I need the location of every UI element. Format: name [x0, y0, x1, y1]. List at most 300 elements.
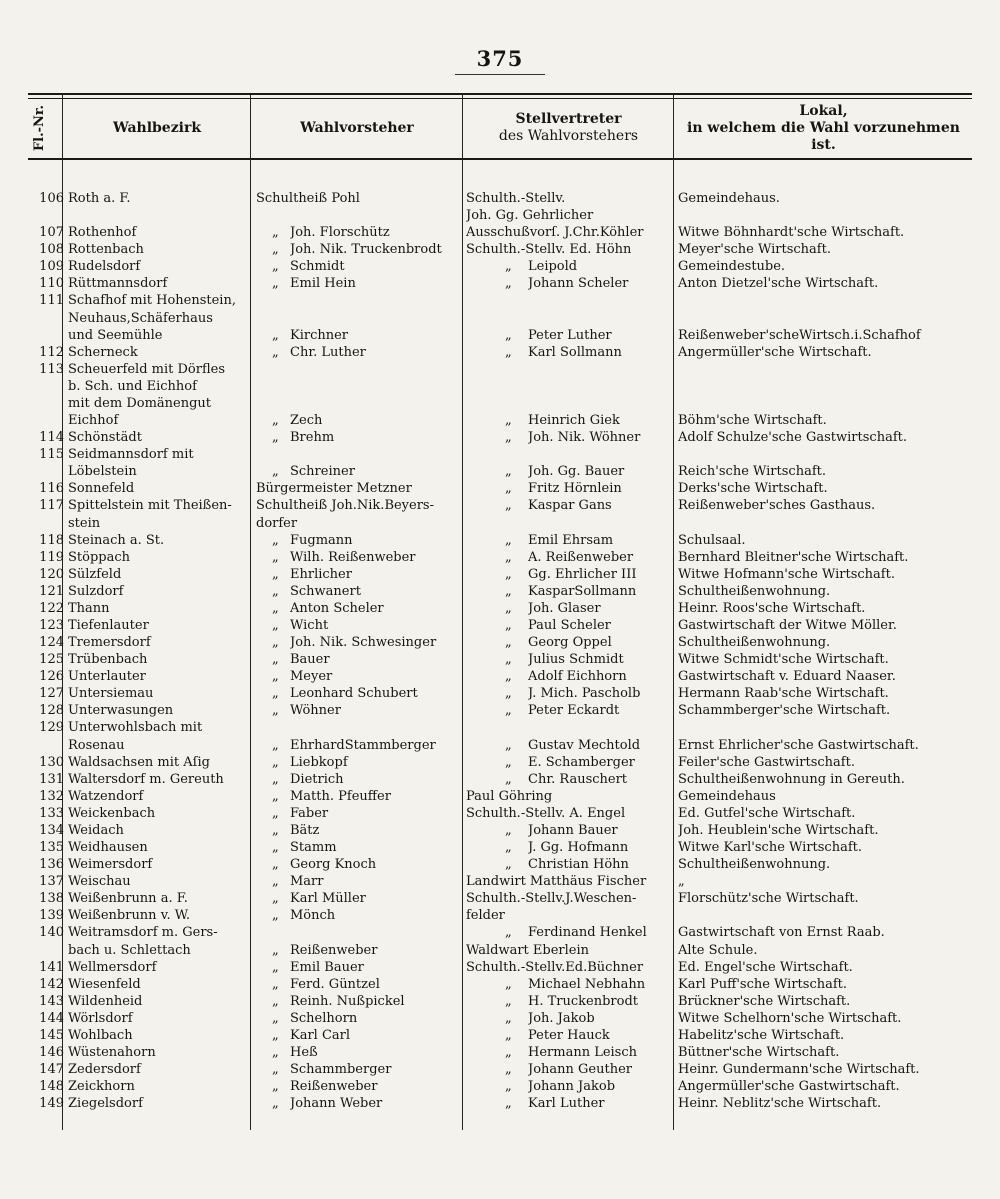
row-nr: 143 — [39, 993, 64, 1009]
row-wahlbezirk: Wildenheid — [68, 993, 143, 1009]
ditto-mark: „ — [505, 840, 512, 856]
row-nr: 144 — [39, 1010, 64, 1026]
row-wahlbezirk: Scherneck — [68, 344, 138, 360]
ditto-mark: „ — [272, 600, 279, 616]
row-lokal: Ed. Gutfel'sche Wirtschaft. — [678, 805, 856, 821]
row-wahlbezirk: Ziegelsdorf — [68, 1096, 143, 1112]
row-wahlvorsteher: Liebkopf — [290, 754, 348, 770]
row-wahlvorsteher: Ferd. Güntzel — [290, 976, 380, 992]
row-stellvertreter: Joh. Glaser — [528, 600, 601, 616]
row-lokal: Witwe Böhnhardt'sche Wirtschaft. — [678, 225, 905, 241]
table-row — [0, 737, 1000, 754]
row-stellvertreter: Peter Luther — [528, 327, 612, 343]
top-rule-thin — [28, 98, 972, 99]
row-wahlbezirk: Eichhof — [68, 413, 119, 429]
table-row — [0, 651, 1000, 668]
row-wahlbezirk: Weißenbrunn a. F. — [68, 891, 188, 907]
row-wahlvorsteher: Georg Knoch — [290, 857, 377, 873]
ditto-mark: „ — [272, 959, 279, 975]
row-stellvertreter: Schulth.-Stellv. — [466, 191, 566, 206]
table-row — [0, 258, 1000, 275]
row-wahlvorsteher: Fugmann — [290, 532, 353, 548]
row-wahlbezirk: Weischau — [68, 874, 131, 890]
row-lokal: Gastwirtschaft von Ernst Raab. — [678, 925, 885, 941]
row-nr: 137 — [39, 874, 64, 890]
header-lokal-line1: Lokal, — [799, 102, 848, 119]
row-wahlvorsteher: Johann Weber — [290, 1096, 383, 1112]
ditto-mark: „ — [272, 771, 279, 787]
table-row — [0, 395, 1000, 412]
row-wahlbezirk: Zedersdorf — [68, 1062, 141, 1078]
table-row — [0, 361, 1000, 378]
row-wahlvorsteher: Bauer — [290, 652, 330, 668]
row-stellvertreter: Joh. Nik. Wöhner — [528, 430, 641, 446]
top-rule — [28, 93, 972, 95]
row-wahlbezirk: Waldsachsen mit Aſig — [68, 754, 210, 770]
ditto-mark: „ — [272, 566, 279, 582]
row-stellvertreter: Joh. Jakob — [528, 1010, 595, 1026]
ditto-mark: „ — [505, 1010, 512, 1026]
ditto-mark: „ — [272, 857, 279, 873]
table-row — [0, 1027, 1000, 1044]
row-wahlvorsteher: Schultheiß Joh.Nik.Beyers- — [256, 498, 435, 514]
ditto-mark: „ — [272, 703, 279, 719]
row-wahlvorsteher: Wilh. Reißenweber — [290, 549, 416, 565]
header-wahlvorsteher-label: Wahlvorsteher — [300, 119, 414, 136]
row-wahlbezirk: Rothenhof — [68, 225, 137, 241]
ditto-mark: „ — [505, 430, 512, 446]
table-row — [0, 583, 1000, 600]
row-wahlvorsteher: Wöhner — [290, 703, 341, 719]
table-row — [0, 685, 1000, 702]
row-nr: 130 — [39, 754, 64, 770]
table-row — [0, 788, 1000, 805]
row-stellvertreter: Paul Scheler — [528, 618, 611, 633]
row-lokal: Schultheißenwohnung in Gereuth. — [678, 771, 905, 787]
table-row — [0, 378, 1000, 395]
row-stellvertreter: Gg. Ehrlicher III — [528, 566, 637, 582]
row-lokal: Witwe Hofmann'sche Wirtschaft. — [678, 566, 895, 582]
row-wahlbezirk: Wörlsdorf — [68, 1010, 133, 1026]
row-stellvertreter: Joh. Gg. Gehrlicher — [466, 208, 594, 224]
row-stellvertreter: H. Truckenbrodt — [528, 993, 638, 1009]
row-stellvertreter: Fritz Hörnlein — [528, 481, 622, 497]
row-stellvertreter: Johann Geuther — [528, 1062, 632, 1078]
ditto-mark: „ — [272, 225, 279, 241]
table-row — [0, 1078, 1000, 1095]
row-nr: 128 — [39, 703, 64, 719]
table-row — [0, 959, 1000, 976]
row-wahlbezirk: Wüstenahorn — [68, 1045, 156, 1060]
table-row — [0, 993, 1000, 1010]
ditto-mark: „ — [272, 430, 279, 446]
row-nr: 148 — [39, 1079, 64, 1095]
ditto-mark: „ — [272, 788, 279, 804]
row-stellvertreter: Landwirt Matthäus Fischer — [466, 874, 647, 890]
row-wahlvorsteher: Wicht — [290, 618, 329, 633]
table-row — [0, 1044, 1000, 1061]
ditto-mark: „ — [505, 532, 512, 548]
ditto-mark: „ — [505, 498, 512, 514]
table-row — [0, 224, 1000, 241]
table-row — [0, 1010, 1000, 1027]
row-stellvertreter: felder — [466, 908, 505, 924]
row-wahlvorsteher: Schwanert — [290, 583, 361, 599]
row-nr: 141 — [39, 959, 64, 975]
row-lokal: Heinr. Gundermann'sche Wirtschaft. — [678, 1062, 920, 1078]
row-stellvertreter: Chr. Rauschert — [528, 771, 628, 787]
row-nr: 109 — [39, 259, 64, 275]
row-nr: 138 — [39, 891, 64, 907]
ditto-mark: „ — [272, 327, 279, 343]
row-nr: 117 — [39, 498, 64, 514]
header-stellvertreter — [464, 100, 673, 156]
row-lokal: Ernst Ehrlicher'sche Gastwirtschaft. — [678, 737, 919, 753]
row-wahlbezirk: Scheuerfeld mit Dörfles — [68, 361, 225, 377]
row-wahlbezirk: Wellmersdorf — [68, 959, 157, 975]
row-nr: 127 — [39, 686, 64, 702]
row-nr: 111 — [39, 293, 64, 309]
table-row — [0, 617, 1000, 634]
row-stellvertreter: Kaspar Gans — [528, 498, 612, 514]
ditto-mark: „ — [272, 413, 279, 429]
ditto-mark: „ — [505, 618, 512, 633]
row-wahlbezirk: Weitramsdorf m. Gers- — [68, 925, 218, 941]
ditto-mark: „ — [272, 583, 279, 599]
row-wahlbezirk: Stöppach — [68, 549, 131, 565]
row-lokal: Reißenweber'scheWirtsch.i.Schafhof — [678, 327, 921, 343]
ditto-mark: „ — [272, 652, 279, 668]
row-lokal: Anton Dietzel'sche Wirtschaft. — [678, 276, 879, 292]
row-wahlbezirk: Schafhof mit Hohenstein, — [68, 293, 236, 309]
ditto-mark: „ — [272, 1062, 279, 1078]
row-nr: 129 — [39, 720, 64, 736]
table-row — [0, 515, 1000, 532]
ditto-mark: „ — [272, 976, 279, 992]
row-nr: 124 — [39, 635, 64, 651]
ditto-mark: „ — [272, 840, 279, 856]
row-wahlvorsteher: Matth. Pfeuffer — [290, 788, 391, 804]
ditto-mark: „ — [272, 1096, 279, 1112]
row-lokal: Schammberger'sche Wirtschaft. — [678, 703, 891, 719]
row-lokal: Angermüller'sche Gastwirtschaft. — [678, 1079, 900, 1095]
row-wahlvorsteher: Bätz — [290, 822, 320, 838]
row-nr: 126 — [39, 669, 64, 685]
row-wahlvorsteher: Schmidt — [290, 259, 345, 275]
ditto-mark: „ — [505, 276, 512, 292]
row-wahlvorsteher: Joh. Nik. Truckenbrodt — [290, 242, 442, 258]
table-row — [0, 549, 1000, 566]
ditto-mark: „ — [272, 1045, 279, 1060]
ditto-mark: „ — [272, 1010, 279, 1026]
row-lokal: Karl Puff'sche Wirtschaft. — [678, 976, 848, 992]
ditto-mark: „ — [505, 925, 512, 941]
row-wahlbezirk: b. Sch. und Eichhof — [68, 378, 197, 394]
row-stellvertreter: Peter Eckardt — [528, 703, 620, 719]
row-wahlbezirk: Zeickhorn — [68, 1079, 135, 1095]
table-row — [0, 634, 1000, 651]
table-row — [0, 241, 1000, 258]
table-row — [0, 275, 1000, 292]
row-stellvertreter: Karl Sollmann — [528, 344, 622, 360]
row-wahlvorsteher: EhrhardStammberger — [290, 737, 436, 753]
table-row — [0, 327, 1000, 344]
row-stellvertreter: Christian Höhn — [528, 857, 629, 873]
row-wahlbezirk: Weickenbach — [68, 805, 156, 821]
row-wahlvorsteher: Emil Hein — [290, 276, 356, 292]
row-wahlbezirk: Spittelstein mit Theißen- — [68, 498, 232, 514]
row-nr: 133 — [39, 805, 64, 821]
row-stellvertreter: A. Reißenweber — [528, 549, 634, 565]
ditto-mark: „ — [272, 635, 279, 651]
row-wahlbezirk: Sülzfeld — [68, 566, 122, 582]
row-wahlvorsteher: Joh. Nik. Schwesinger — [290, 635, 437, 651]
row-stellvertreter: Ferdinand Henkel — [528, 925, 647, 941]
row-wahlvorsteher: Schreiner — [290, 464, 355, 480]
row-nr: 145 — [39, 1027, 64, 1043]
row-lokal: Meyer'sche Wirtschaft. — [678, 242, 831, 258]
row-lokal: Reich'sche Wirtschaft. — [678, 464, 826, 480]
row-nr: 120 — [39, 566, 64, 582]
row-wahlvorsteher: Reißenweber — [290, 942, 378, 958]
row-lokal: Gastwirtschaft v. Eduard Naaser. — [678, 669, 896, 685]
table-row — [0, 1095, 1000, 1112]
row-stellvertreter: Emil Ehrsam — [528, 532, 614, 548]
ditto-mark: „ — [272, 1079, 279, 1095]
row-wahlbezirk: Weißenbrunn v. W. — [68, 908, 190, 924]
header-wahlbezirk-label: Wahlbezirk — [112, 119, 202, 136]
row-lokal: Ed. Engel'sche Wirtschaft. — [678, 959, 853, 975]
row-stellvertreter: Schulth.-Stellv.J.Weschen- — [466, 891, 637, 907]
ditto-mark: „ — [272, 874, 279, 890]
row-stellvertreter: Schulth.-Stellv. Ed. Höhn — [466, 242, 632, 258]
row-wahlbezirk: Rüttmannsdorf — [68, 276, 168, 292]
ditto-mark: „ — [505, 566, 512, 582]
header-rule — [28, 158, 972, 160]
row-wahlbezirk: Unterwohlsbach mit — [68, 720, 203, 736]
table-row — [0, 446, 1000, 463]
row-stellvertreter: Karl Luther — [528, 1096, 605, 1112]
row-wahlbezirk: Trübenbach — [68, 652, 148, 668]
ditto-mark: „ — [505, 1045, 512, 1060]
row-wahlbezirk: Schönstädt — [68, 430, 142, 446]
row-lokal: Witwe Schmidt'sche Wirtschaft. — [678, 652, 889, 668]
row-stellvertreter: Leipold — [528, 259, 578, 275]
header-wahlbezirk — [64, 100, 250, 156]
ditto-mark: „ — [272, 908, 279, 924]
row-nr: 147 — [39, 1062, 64, 1078]
row-lokal: Brückner'sche Wirtschaft. — [678, 993, 851, 1009]
row-wahlbezirk: mit dem Domänengut — [68, 395, 211, 411]
table-row — [0, 873, 1000, 890]
row-nr: 118 — [39, 532, 64, 548]
row-wahlvorsteher: Emil Bauer — [290, 959, 364, 975]
row-wahlbezirk: Tremersdorf — [68, 635, 151, 651]
row-nr: 115 — [39, 447, 64, 463]
ditto-mark: „ — [272, 822, 279, 838]
row-stellvertreter: Paul Göhring — [466, 788, 553, 804]
table-row — [0, 480, 1000, 497]
row-lokal: Reißenweber'sches Gasthaus. — [678, 498, 876, 514]
header-stellvertreter-line1: Stellvertreter — [515, 111, 622, 127]
table-row — [0, 976, 1000, 993]
row-stellvertreter: Gustav Mechtold — [528, 737, 641, 753]
row-lokal: Hermann Raab'sche Wirtschaft. — [678, 686, 889, 702]
row-wahlbezirk: Unterlauter — [68, 669, 146, 685]
ditto-mark: „ — [272, 532, 279, 548]
table-row — [0, 754, 1000, 771]
row-wahlbezirk: stein — [68, 515, 101, 531]
ditto-mark: „ — [505, 600, 512, 616]
row-stellvertreter: J. Mich. Pascholb — [528, 686, 641, 702]
row-wahlbezirk: Weidhausen — [68, 840, 148, 856]
row-nr: 112 — [39, 344, 64, 360]
row-nr: 140 — [39, 925, 64, 941]
row-nr: 135 — [39, 840, 64, 856]
row-wahlbezirk: Weimersdorf — [68, 857, 153, 873]
row-lokal: Florschütz'sche Wirtschaft. — [678, 891, 859, 907]
ditto-mark: „ — [272, 242, 279, 258]
header-nr: Fl.-Nr. — [32, 104, 47, 152]
row-wahlbezirk: Löbelstein — [68, 464, 137, 480]
row-wahlvorsteher: Mönch — [290, 908, 336, 924]
ditto-mark: „ — [272, 259, 279, 275]
row-stellvertreter: Schulth.-Stellv.Ed.Büchner — [466, 959, 644, 975]
row-nr: 110 — [39, 276, 64, 292]
ditto-mark: „ — [505, 1079, 512, 1095]
ditto-mark: „ — [505, 327, 512, 343]
table-row — [0, 566, 1000, 583]
table-row — [0, 292, 1000, 309]
row-nr: 108 — [39, 242, 64, 258]
ditto-mark: „ — [272, 754, 279, 770]
row-stellvertreter: E. Schamberger — [528, 754, 635, 770]
row-wahlvorsteher: Zech — [290, 413, 323, 429]
ditto-mark: „ — [505, 771, 512, 787]
row-wahlvorsteher: Marr — [290, 874, 324, 890]
ditto-mark: „ — [505, 549, 512, 565]
row-wahlvorsteher: Anton Scheler — [290, 600, 384, 616]
ditto-mark: „ — [505, 703, 512, 719]
ditto-mark: „ — [272, 549, 279, 565]
ditto-mark: „ — [272, 993, 279, 1009]
table-row — [0, 822, 1000, 839]
table-row — [0, 890, 1000, 907]
row-stellvertreter: Waldwart Eberlein — [466, 942, 590, 958]
table-row — [0, 429, 1000, 446]
page-number-rule — [455, 74, 545, 75]
row-nr: 107 — [39, 225, 64, 241]
table-row — [0, 771, 1000, 788]
table-row — [0, 668, 1000, 685]
row-wahlbezirk: Steinach a. St. — [68, 532, 165, 548]
ditto-mark: „ — [505, 481, 512, 497]
ditto-mark: „ — [505, 652, 512, 668]
ditto-mark: „ — [505, 1062, 512, 1078]
row-wahlvorsteher: Schelhorn — [290, 1010, 358, 1026]
row-stellvertreter: Peter Hauck — [528, 1027, 610, 1043]
row-lokal: Gemeindestube. — [678, 259, 786, 275]
row-wahlbezirk: Rudelsdorf — [68, 259, 141, 275]
ditto-mark: „ — [272, 1027, 279, 1043]
ditto-mark: „ — [272, 805, 279, 821]
ditto-mark: „ — [505, 259, 512, 275]
row-wahlbezirk: bach u. Schlettach — [68, 942, 191, 958]
ditto-mark: „ — [505, 686, 512, 702]
ditto-mark: „ — [272, 891, 279, 907]
ditto-mark: „ — [505, 1027, 512, 1043]
row-wahlbezirk: Tiefenlauter — [68, 618, 149, 633]
table-row — [0, 532, 1000, 549]
row-wahlbezirk: Weidach — [68, 822, 124, 838]
row-lokal: Habelitz'sche Wirtschaft. — [678, 1027, 845, 1043]
row-wahlvorsteher: Faber — [290, 805, 329, 821]
table-row — [0, 463, 1000, 480]
ditto-mark: „ — [272, 669, 279, 685]
row-wahlbezirk: und Seemühle — [68, 327, 163, 343]
row-stellvertreter: Johann Scheler — [528, 276, 629, 292]
row-stellvertreter: Hermann Leisch — [528, 1045, 638, 1060]
ditto-mark: „ — [505, 993, 512, 1009]
table-row — [0, 942, 1000, 959]
table-row — [0, 719, 1000, 736]
row-stellvertreter: Georg Oppel — [528, 635, 612, 651]
ditto-mark: „ — [272, 618, 279, 633]
row-wahlbezirk: Sulzdorf — [68, 583, 124, 599]
row-lokal: Derks'sche Wirtschaft. — [678, 481, 828, 497]
row-wahlvorsteher: Chr. Luther — [290, 344, 366, 360]
ditto-mark: „ — [505, 583, 512, 599]
row-lokal: Gemeindehaus. — [678, 191, 780, 206]
row-wahlvorsteher: Joh. Florschütz — [290, 225, 390, 241]
table-row — [0, 344, 1000, 361]
row-wahlvorsteher: Bürgermeister Metzner — [256, 481, 412, 497]
row-stellvertreter: Ausschußvorſ. J.Chr.Köhler — [466, 225, 644, 241]
ditto-mark: „ — [505, 464, 512, 480]
row-wahlbezirk: Rosenau — [68, 737, 125, 753]
row-lokal: Witwe Karl'sche Wirtschaft. — [678, 840, 862, 856]
ditto-mark: „ — [272, 276, 279, 292]
row-lokal: Schulsaal. — [678, 532, 746, 548]
row-wahlbezirk: Thann — [68, 600, 110, 616]
row-wahlvorsteher: Dietrich — [290, 771, 344, 787]
row-nr: 134 — [39, 822, 64, 838]
row-lokal: Heinr. Neblitz'sche Wirtschaft. — [678, 1096, 882, 1112]
row-nr: 125 — [39, 652, 64, 668]
row-wahlbezirk: Waltersdorf m. Gereuth — [68, 771, 224, 787]
ditto-mark: „ — [272, 464, 279, 480]
row-stellvertreter: Adolf Eichhorn — [528, 669, 627, 685]
ditto-mark: „ — [505, 413, 512, 429]
header-stellvertreter-line2: des Wahlvorstehers — [498, 128, 639, 144]
ditto-mark: „ — [505, 635, 512, 651]
table-row — [0, 190, 1000, 207]
row-nr: 121 — [39, 583, 64, 599]
row-stellvertreter: Johann Jakob — [528, 1079, 616, 1095]
row-lokal: Bernhard Bleitner'sche Wirtschaft. — [678, 549, 909, 565]
row-wahlvorsteher: Heß — [290, 1045, 318, 1060]
row-lokal: Schultheißenwohnung. — [678, 583, 831, 599]
ditto-mark: „ — [272, 942, 279, 958]
row-nr: 139 — [39, 908, 64, 924]
row-wahlbezirk: Roth a. F. — [68, 191, 131, 206]
row-wahlvorsteher: Karl Carl — [290, 1027, 351, 1043]
table-row — [0, 856, 1000, 873]
row-wahlvorsteher: Kirchner — [290, 327, 349, 343]
row-nr: 122 — [39, 600, 64, 616]
row-wahlvorsteher: Ehrlicher — [290, 566, 352, 582]
row-wahlvorsteher: Meyer — [290, 669, 333, 685]
